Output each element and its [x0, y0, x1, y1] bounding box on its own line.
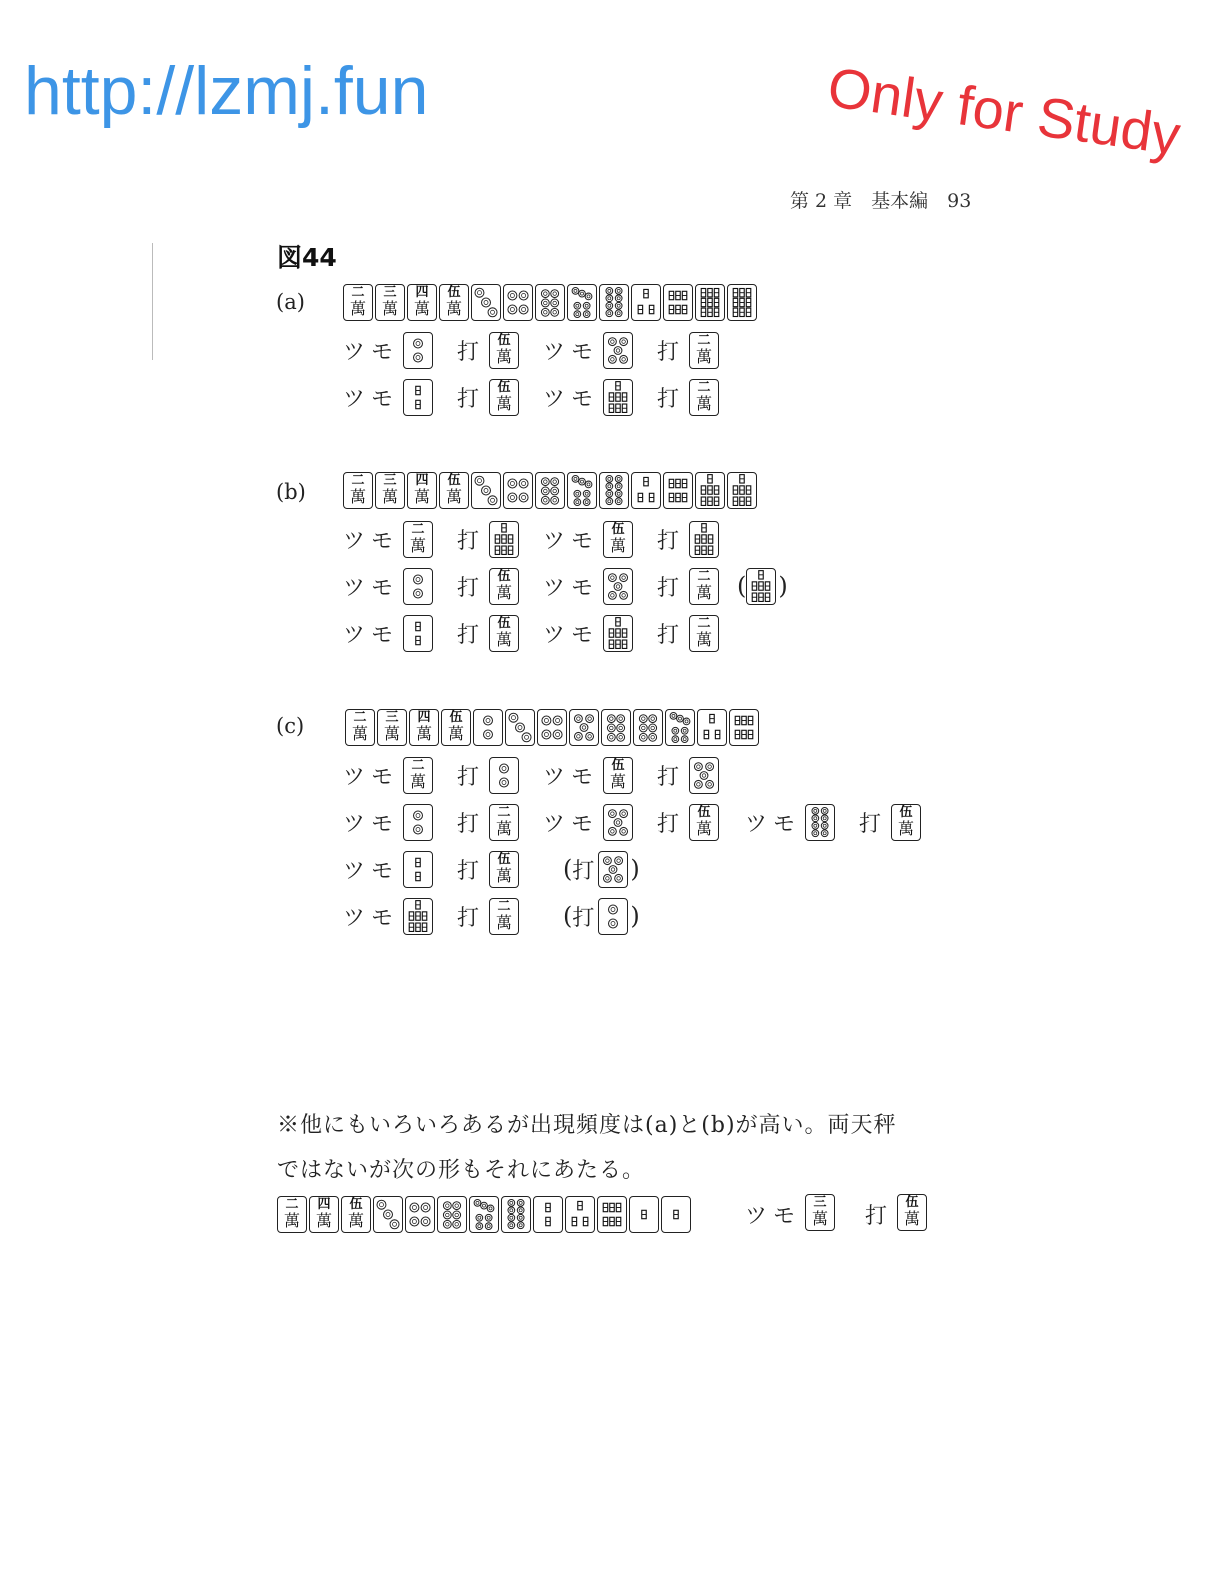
swap-b-3-1 — [343, 613, 521, 653]
sou-tile-6 — [663, 472, 693, 509]
sou-tile-7 — [489, 521, 519, 558]
watermark-url: http://lzmj.fun — [24, 53, 429, 129]
sou-tile-3 — [697, 709, 727, 746]
sou-tile-2 — [403, 615, 433, 652]
swap-a-1-2 — [543, 330, 721, 370]
tsumo-label: ツモ — [343, 905, 400, 931]
tsumo-label: ツモ — [745, 1203, 802, 1229]
da-label: 打 — [457, 905, 486, 931]
man-tile-4 — [309, 1196, 339, 1233]
pin-tile-8 — [501, 1196, 531, 1233]
man-character: 萬 — [904, 1208, 921, 1228]
man-numeral: 伍 — [497, 379, 511, 395]
da-label: 打 — [457, 811, 486, 837]
man-character: 萬 — [496, 912, 513, 932]
pin-tile-5 — [598, 851, 628, 888]
hand-c — [345, 709, 761, 746]
swap-b-1-2 — [543, 519, 721, 559]
pin-tile-6 — [633, 709, 663, 746]
man-numeral: 伍 — [697, 804, 711, 820]
man-tile-5 — [603, 521, 633, 558]
pin-tile-7 — [469, 1196, 499, 1233]
pin-tile-5 — [689, 757, 719, 794]
man-character: 萬 — [496, 346, 513, 366]
sou-tile-2 — [403, 851, 433, 888]
man-character: 萬 — [381, 487, 398, 506]
swap-c-1-2 — [543, 755, 721, 795]
da-label: 打 — [457, 528, 486, 554]
da-label: 打 — [859, 811, 888, 837]
pin-tile-4 — [503, 284, 533, 321]
da-label: 打 — [657, 622, 686, 648]
paren-open: ( — [737, 572, 747, 600]
man-character: 萬 — [445, 487, 462, 506]
swap-c-2-3 — [745, 802, 923, 842]
da-label: 打 — [457, 386, 486, 412]
man-numeral: 三 — [385, 710, 399, 725]
pin-tile-2 — [403, 332, 433, 369]
pin-tile-5 — [569, 709, 599, 746]
pin-tile-6 — [437, 1196, 467, 1233]
man-character: 萬 — [696, 629, 713, 649]
pin-tile-7 — [665, 709, 695, 746]
sou-tile-3 — [631, 472, 661, 509]
swap-c-4-1 — [343, 896, 640, 936]
man-numeral: 伍 — [905, 1194, 919, 1210]
man-numeral: 伍 — [497, 568, 511, 584]
tsumo-label: ツモ — [543, 811, 600, 837]
da-label: 打 — [457, 858, 486, 884]
man-numeral: 二 — [497, 804, 511, 820]
man-numeral: 伍 — [447, 285, 461, 300]
section-label-b: (b) — [276, 480, 306, 504]
note-line-2: ではないが次の形もそれにあたる。 — [277, 1158, 646, 1183]
pin-tile-5 — [603, 568, 633, 605]
man-tile-5 — [489, 379, 519, 416]
man-tile-5 — [603, 757, 633, 794]
man-tile-3 — [805, 1194, 835, 1231]
tsumo-label: ツモ — [543, 622, 600, 648]
paren-open: ( — [563, 855, 573, 883]
pin-tile-4 — [503, 472, 533, 509]
man-numeral: 伍 — [349, 1197, 363, 1212]
man-tile-2 — [489, 898, 519, 935]
swap-b-3-2 — [543, 613, 721, 653]
man-numeral: 伍 — [497, 851, 511, 867]
swap-c-3-1 — [343, 849, 640, 889]
pin-tile-2 — [473, 709, 503, 746]
man-character: 萬 — [349, 487, 366, 506]
swap-b-1-1 — [343, 519, 521, 559]
man-tile-5 — [489, 568, 519, 605]
man-numeral: 伍 — [447, 473, 461, 488]
man-tile-2 — [489, 804, 519, 841]
tsumo-label: ツモ — [543, 386, 600, 412]
man-character: 萬 — [445, 299, 462, 318]
pin-tile-5 — [603, 332, 633, 369]
swap-a-1-1 — [343, 330, 521, 370]
man-tile-5 — [439, 284, 469, 321]
note-tsumo-tile — [805, 1194, 837, 1235]
man-numeral: 二 — [697, 379, 711, 395]
man-numeral: 二 — [351, 285, 365, 300]
man-tile-5 — [891, 804, 921, 841]
tsumo-label: ツモ — [343, 575, 400, 601]
tsumo-label: ツモ — [543, 764, 600, 790]
hand-a — [343, 284, 759, 321]
pin-tile-5 — [603, 804, 633, 841]
pin-tile-7 — [567, 472, 597, 509]
swap-c-2-1 — [343, 802, 521, 842]
pin-tile-4 — [537, 709, 567, 746]
pin-tile-8 — [599, 472, 629, 509]
sou-tile-9 — [727, 284, 757, 321]
man-numeral: 四 — [317, 1197, 331, 1212]
sou-tile-2 — [403, 379, 433, 416]
man-tile-2 — [343, 472, 373, 509]
man-numeral: 二 — [697, 568, 711, 584]
margin-rule — [152, 243, 153, 360]
man-character: 萬 — [496, 582, 513, 602]
sou-tile-7 — [403, 898, 433, 935]
man-tile-2 — [277, 1196, 307, 1233]
man-character: 萬 — [415, 724, 432, 743]
man-tile-5 — [489, 615, 519, 652]
man-tile-2 — [689, 332, 719, 369]
man-character: 萬 — [496, 865, 513, 885]
man-character: 萬 — [347, 1211, 364, 1230]
da-label: 打 — [457, 339, 486, 365]
pin-tile-6 — [601, 709, 631, 746]
man-tile-5 — [489, 851, 519, 888]
tsumo-label: ツモ — [343, 528, 400, 554]
man-tile-2 — [345, 709, 375, 746]
pin-tile-3 — [505, 709, 535, 746]
man-numeral: 四 — [417, 710, 431, 725]
da-label: 打 — [657, 811, 686, 837]
man-tile-2 — [689, 615, 719, 652]
man-tile-5 — [897, 1194, 927, 1231]
man-numeral: 二 — [353, 710, 367, 725]
sou-tile-7 — [727, 472, 757, 509]
man-numeral: 二 — [351, 473, 365, 488]
tsumo-label: ツモ — [343, 764, 400, 790]
man-character: 萬 — [383, 724, 400, 743]
swap-a-2-2 — [543, 377, 721, 417]
tsumo-label: ツモ — [343, 622, 400, 648]
sou-tile-2 — [533, 1196, 563, 1233]
tsumo-label: ツモ — [543, 528, 600, 554]
sou-tile-3 — [631, 284, 661, 321]
man-character: 萬 — [410, 771, 427, 791]
da-label: 打 — [657, 764, 686, 790]
da-label: 打 — [657, 386, 686, 412]
pin-tile-7 — [567, 284, 597, 321]
sou-tile-6 — [663, 284, 693, 321]
paren-close: ) — [630, 855, 640, 883]
paren-close: ) — [630, 902, 640, 930]
sou-tile-1 — [629, 1196, 659, 1233]
figure-title: 図44 — [277, 243, 337, 272]
man-tile-5 — [341, 1196, 371, 1233]
pin-tile-2 — [403, 568, 433, 605]
man-character: 萬 — [496, 818, 513, 838]
paren-open: ( — [563, 902, 573, 930]
da-label: 打 — [865, 1203, 894, 1229]
man-numeral: 三 — [383, 285, 397, 300]
man-numeral: 二 — [411, 757, 425, 773]
sou-tile-3 — [565, 1196, 595, 1233]
man-numeral: 伍 — [899, 804, 913, 820]
man-character: 萬 — [496, 629, 513, 649]
pin-tile-6 — [535, 284, 565, 321]
man-character: 萬 — [696, 393, 713, 413]
man-numeral: 二 — [285, 1197, 299, 1212]
man-tile-3 — [377, 709, 407, 746]
man-character: 萬 — [447, 724, 464, 743]
man-numeral: 二 — [497, 898, 511, 914]
tsumo-label: ツモ — [745, 811, 802, 837]
man-numeral: 伍 — [611, 521, 625, 537]
da-label: 打 — [657, 528, 686, 554]
pin-tile-8 — [805, 804, 835, 841]
man-character: 萬 — [812, 1208, 829, 1228]
man-tile-2 — [403, 757, 433, 794]
man-tile-5 — [441, 709, 471, 746]
man-tile-4 — [409, 709, 439, 746]
tsumo-label: ツモ — [343, 339, 400, 365]
man-tile-5 — [689, 804, 719, 841]
man-tile-5 — [489, 332, 519, 369]
man-tile-3 — [375, 472, 405, 509]
man-tile-4 — [407, 284, 437, 321]
man-tile-2 — [689, 568, 719, 605]
man-character: 萬 — [351, 724, 368, 743]
man-character: 萬 — [898, 818, 915, 838]
tsumo-label: ツモ — [543, 575, 600, 601]
man-character: 萬 — [696, 346, 713, 366]
tsumo-label: ツモ — [343, 386, 400, 412]
pin-tile-3 — [471, 284, 501, 321]
man-character: 萬 — [696, 818, 713, 838]
man-numeral: 二 — [697, 332, 711, 348]
hand-note — [277, 1196, 693, 1233]
man-character: 萬 — [349, 299, 366, 318]
pin-tile-3 — [471, 472, 501, 509]
sou-tile-1 — [661, 1196, 691, 1233]
pin-tile-2 — [598, 898, 628, 935]
man-numeral: 伍 — [497, 332, 511, 348]
man-numeral: 二 — [411, 521, 425, 537]
man-numeral: 四 — [415, 285, 429, 300]
note-line-1: ※他にもいろいろあるが出現頻度は(a)と(b)が高い。両天秤 — [277, 1113, 897, 1138]
section-label-a: (a) — [276, 290, 305, 314]
tsumo-label: ツモ — [343, 858, 400, 884]
paren-close: ) — [778, 572, 788, 600]
man-character: 萬 — [413, 299, 430, 318]
man-tile-2 — [403, 521, 433, 558]
sou-tile-7 — [689, 521, 719, 558]
swap-b-2-2 — [543, 566, 788, 606]
man-numeral: 伍 — [449, 710, 463, 725]
pin-tile-4 — [405, 1196, 435, 1233]
man-numeral: 四 — [415, 473, 429, 488]
note-discard-tile — [897, 1194, 929, 1235]
swap-a-2-1 — [343, 377, 521, 417]
pin-tile-2 — [403, 804, 433, 841]
man-numeral: 二 — [697, 615, 711, 631]
man-numeral: 伍 — [611, 757, 625, 773]
sou-tile-7 — [695, 472, 725, 509]
man-numeral: 伍 — [497, 615, 511, 631]
pin-tile-3 — [373, 1196, 403, 1233]
da-label: 打 — [657, 339, 686, 365]
section-label-c: (c) — [276, 714, 305, 738]
sou-tile-7 — [603, 615, 633, 652]
tsumo-label: ツモ — [543, 339, 600, 365]
sou-tile-6 — [729, 709, 759, 746]
man-character: 萬 — [410, 535, 427, 555]
swap-b-2-1 — [343, 566, 521, 606]
tsumo-label: ツモ — [343, 811, 400, 837]
man-tile-2 — [343, 284, 373, 321]
man-numeral: 三 — [383, 473, 397, 488]
note-action — [745, 1194, 929, 1234]
man-character: 萬 — [413, 487, 430, 506]
man-numeral: 三 — [813, 1194, 827, 1210]
hand-b — [343, 472, 759, 509]
man-character: 萬 — [610, 535, 627, 555]
man-character: 萬 — [381, 299, 398, 318]
running-head: 第 2 章 基本編 93 — [790, 190, 972, 212]
man-tile-2 — [689, 379, 719, 416]
man-character: 萬 — [315, 1211, 332, 1230]
da-label: 打 — [657, 575, 686, 601]
man-tile-4 — [407, 472, 437, 509]
swap-c-1-1 — [343, 755, 521, 795]
man-character: 萬 — [496, 393, 513, 413]
man-tile-3 — [375, 284, 405, 321]
da-label: 打 — [457, 622, 486, 648]
man-character: 萬 — [696, 582, 713, 602]
pin-tile-6 — [535, 472, 565, 509]
da-label: 打 — [572, 905, 595, 931]
sou-tile-9 — [695, 284, 725, 321]
pin-tile-8 — [599, 284, 629, 321]
sou-tile-6 — [597, 1196, 627, 1233]
swap-c-2-2 — [543, 802, 721, 842]
man-character: 萬 — [283, 1211, 300, 1230]
man-tile-5 — [439, 472, 469, 509]
pin-tile-2 — [489, 757, 519, 794]
da-label: 打 — [457, 764, 486, 790]
sou-tile-7 — [603, 379, 633, 416]
da-label: 打 — [572, 858, 595, 884]
man-character: 萬 — [610, 771, 627, 791]
da-label: 打 — [457, 575, 486, 601]
sou-tile-7 — [746, 568, 776, 605]
watermark-study: Only for Study — [824, 54, 1185, 167]
